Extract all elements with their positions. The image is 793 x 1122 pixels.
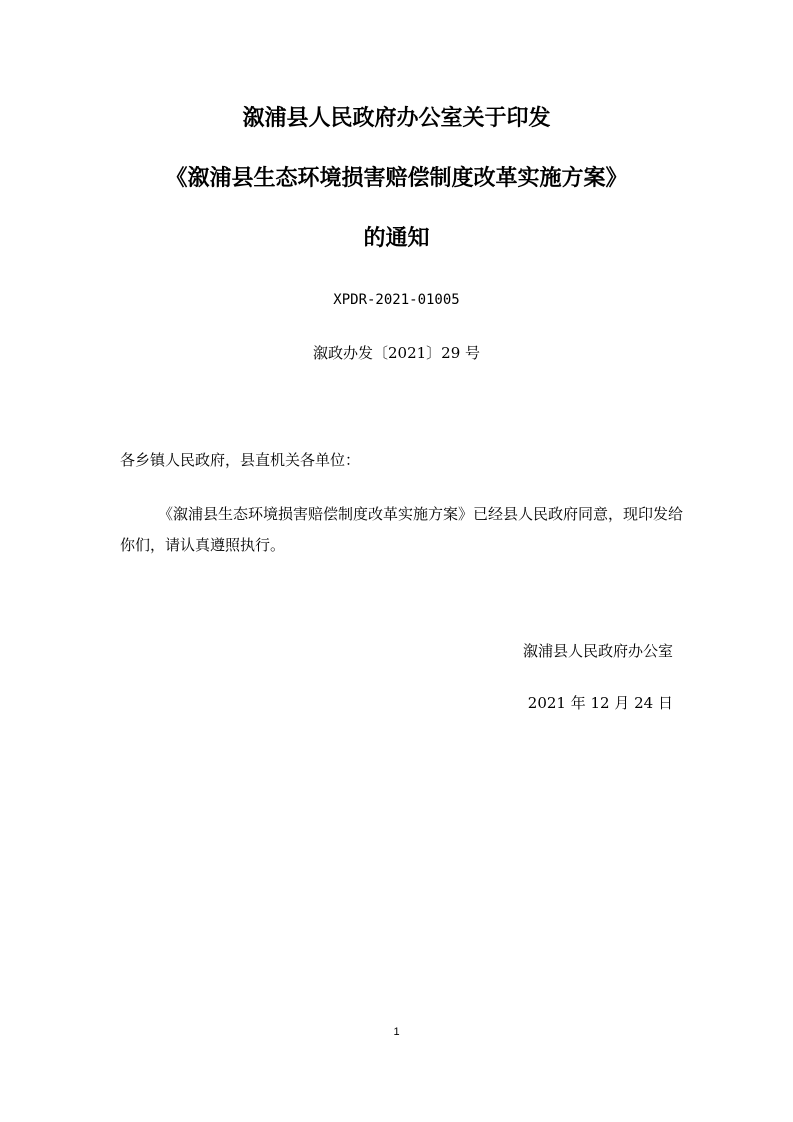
document-number: 溆政办发〔2021〕29 号 (312, 344, 481, 362)
title-line-1: 溆浦县人民政府办公室关于印发 (242, 106, 551, 131)
salutation: 各乡镇人民政府，县直机关各单位： (120, 451, 361, 469)
page-number: 1 (393, 1026, 400, 1038)
title-line-3: 的通知 (363, 226, 430, 251)
issuer-signature: 溆浦县人民政府办公室 (522, 642, 673, 660)
body-paragraph: 《溆浦县生态环境损害赔偿制度改革实施方案》已经县人民政府同意，现印发给你们，请认真遵照执行。 (120, 505, 684, 554)
document-id: XPDR-2021-01005 (333, 292, 460, 308)
title-line-2: 《溆浦县生态环境损害赔偿制度改革实施方案》 (165, 166, 628, 191)
issue-date: 2021 年 12 月 24 日 (527, 694, 673, 712)
